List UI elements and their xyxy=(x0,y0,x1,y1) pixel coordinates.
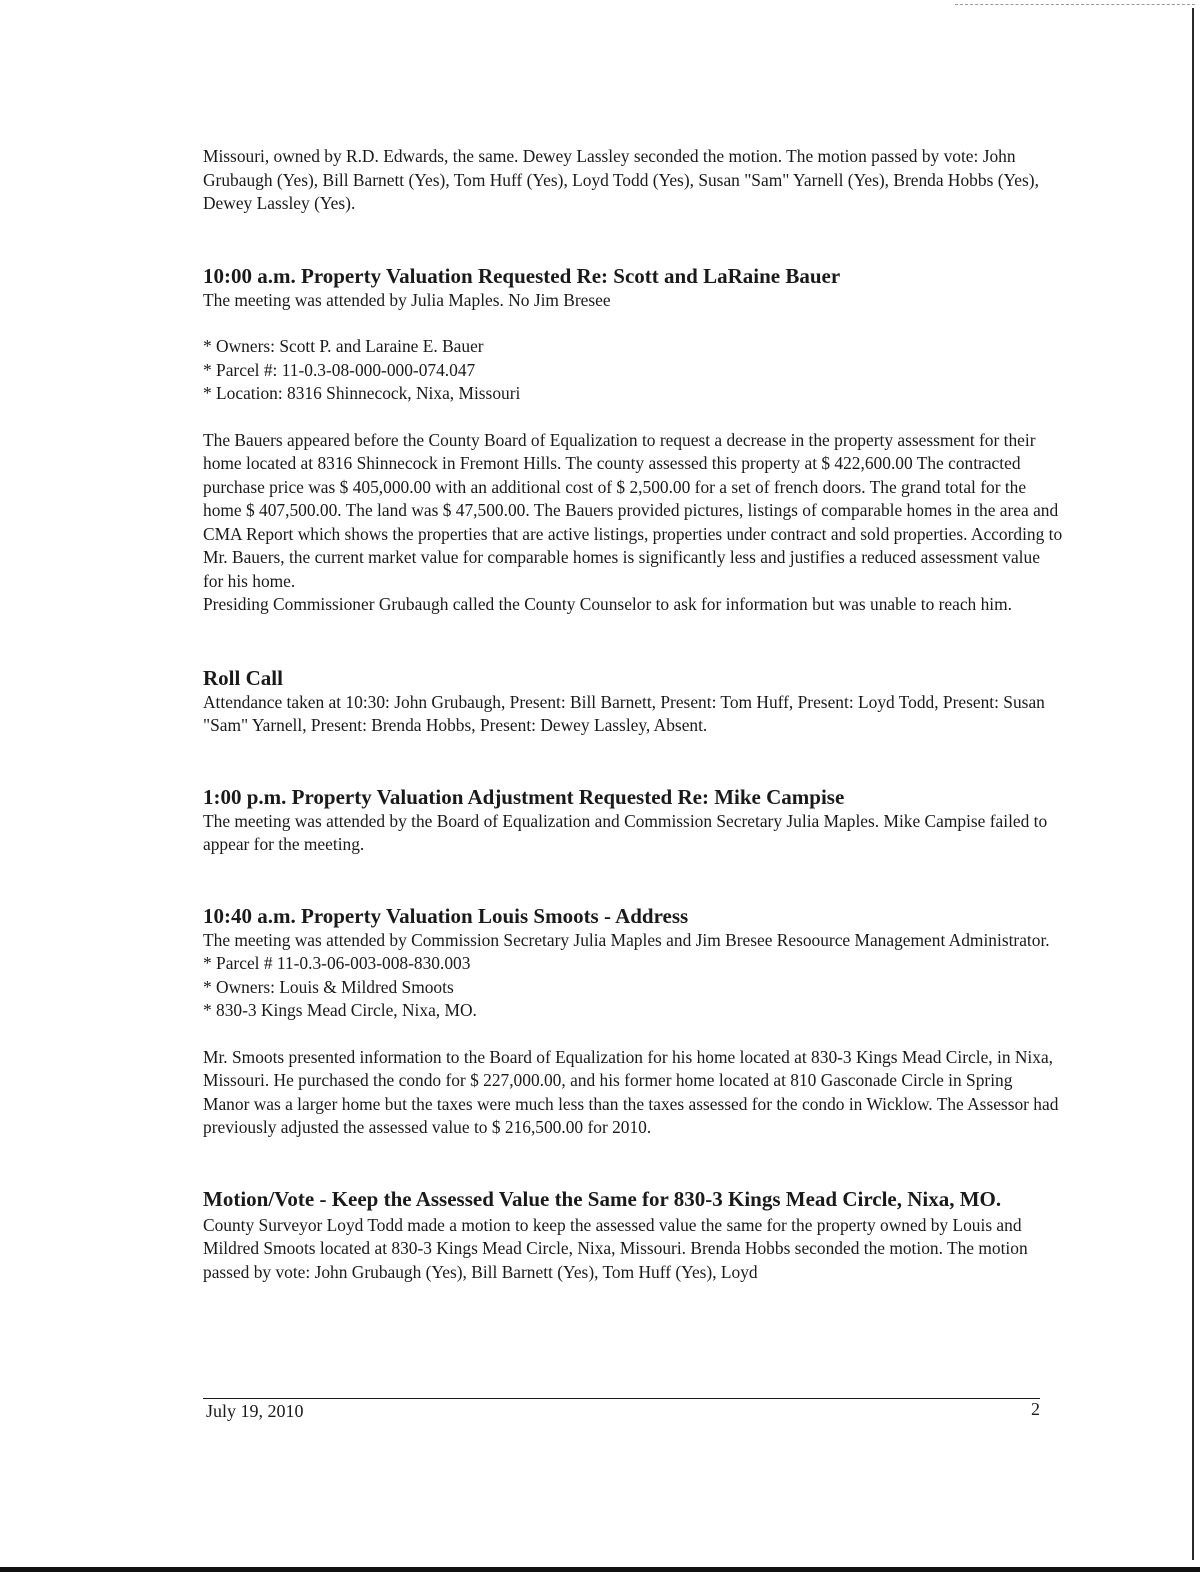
section-campise xyxy=(203,784,1063,857)
document-page xyxy=(203,145,1063,1284)
section-bauer xyxy=(203,263,1063,617)
smoots-attendance: The meeting was attended by Commission Secretary Julia Maples and Jim Bresee Resoource Management Administrator. xyxy=(203,929,1050,950)
section-heading-campise: 1:00 p.m. Property Valuation Adjustment Requested Re: Mike Campise xyxy=(203,784,845,809)
page-number: 2 xyxy=(1031,1399,1040,1419)
section-roll-call xyxy=(203,665,1063,738)
bauer-body: The Bauers appeared before the County Board of Equalization to request a decrease in the property assessment for their home located at 8316 Shinnecock in Fremont Hills. The county assessed this property at $ 422,600.00 The contracted purchase price was $ 405,000.00 with an additional cost of $ 2,500.00 for a set of french doors. The grand total for the home $ 407,500.00. The land was $ 47,500.00. The Bauers provided pictures, listings of comparable homes in the area and CMA Report which shows the properties that are active listings, properties under contract and sold properties. According to Mr. Bauers, the current market value for comparable homes is significantly less and justifies a reduced assessment value for his home. xyxy=(203,429,1063,591)
section-heading-bauer: 10:00 a.m. Property Valuation Requested Re: Scott and LaRaine Bauer xyxy=(203,263,841,288)
scan-artifact-bottom-edge xyxy=(0,1567,1200,1572)
bauer-details-list xyxy=(203,335,1063,406)
section-heading-roll-call: Roll Call xyxy=(203,665,283,690)
motion-text: County Surveyor Loyd Todd made a motion to keep the assessed value the same for the property owned by Louis and Mildred Smoots located at 830-3 Kings Mead Circle, Nixa, Missouri. Brenda Hobbs seconded the motion. The motion passed by vote: John Grubaugh (Yes), Bill Barnett (Yes), Tom Huff (Yes), Loyd xyxy=(203,1214,1028,1282)
smoots-details-list xyxy=(203,952,1063,1023)
section-smoots xyxy=(203,903,1063,1140)
scan-artifact-top xyxy=(955,4,1195,5)
campise-text: The meeting was attended by the Board of Equalization and Commission Secretary Julia Maples. Mike Campise failed to appear for the meeting. xyxy=(203,810,1048,854)
bauer-owners: * Owners: Scott P. and Laraine E. Bauer xyxy=(203,336,484,356)
bauer-parcel: * Parcel #: 11-0.3-08-000-000-074.047 xyxy=(203,359,476,380)
smoots-body: Mr. Smoots presented information to the Board of Equalization for his home located at 830-3 Kings Mead Circle, in Nixa, Missouri. He purchased the condo for $ 227,000.00, and his former home located at 810 Gasconade Circle in Spring Manor was a larger home but the taxes were much less than the taxes assessed for the condo in Wicklow. The Assessor had previously adjusted the assessed value to $ 216,500.00 for 2010. xyxy=(203,1046,1059,1137)
section-motion xyxy=(203,1185,1063,1285)
page-footer xyxy=(203,1398,1040,1421)
bauer-attendance: The meeting was attended by Julia Maples. No Jim Bresee xyxy=(203,289,611,310)
section-heading-motion: Motion/Vote - Keep the Assessed Value the Same for 830-3 Kings Mead Circle, Nixa, MO. xyxy=(203,1186,1002,1211)
footer-date: July 19, 2010 xyxy=(206,1401,304,1421)
smoots-parcel: * Parcel # 11-0.3-06-003-008-830.003 xyxy=(203,953,471,973)
smoots-address: * 830-3 Kings Mead Circle, Nixa, MO. xyxy=(203,1000,477,1020)
roll-call-attendance: Attendance taken at 10:30: John Grubaugh, Present: Bill Barnett, Present: Tom Huff, Present: Loyd Todd, Present: Susan "Sam" Yarnell, Present: Brenda Hobbs, Present: Dewey Lassley, Absent. xyxy=(203,691,1045,735)
smoots-owners: * Owners: Louis & Mildred Smoots xyxy=(203,976,454,997)
bauer-location: * Location: 8316 Shinnecock, Nixa, Missouri xyxy=(203,383,521,403)
scan-artifact-right-edge xyxy=(1192,8,1194,1560)
bauer-counselor-note: Presiding Commissioner Grubaugh called the County Counselor to ask for information but was unable to reach him. xyxy=(203,594,1013,614)
continuation-paragraph: Missouri, owned by R.D. Edwards, the same. Dewey Lassley seconded the motion. The motion passed by vote: John Grubaugh (Yes), Bill Barnett (Yes), Tom Huff (Yes), Loyd Todd (Yes), Susan "Sam" Yarnell (Yes), Brenda Hobbs (Yes), Dewey Lassley (Yes). xyxy=(203,146,1039,213)
section-heading-smoots: 10:40 a.m. Property Valuation Louis Smoots - Address xyxy=(203,903,689,928)
